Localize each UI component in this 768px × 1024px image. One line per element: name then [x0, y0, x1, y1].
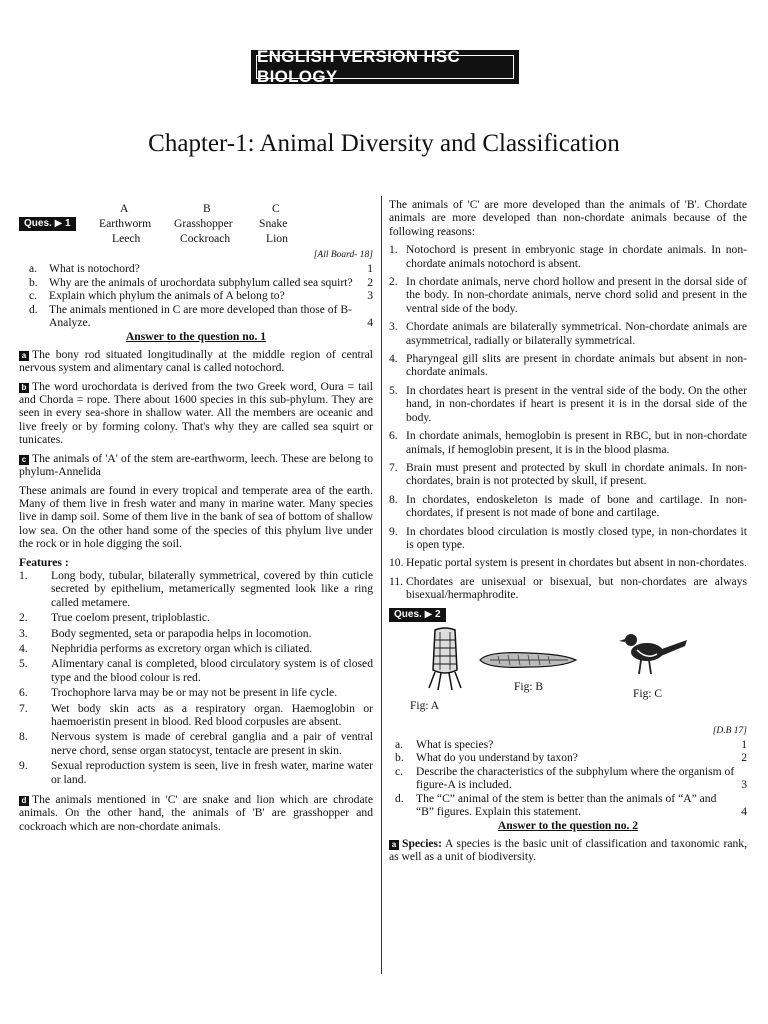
stem-col-c-header: C	[272, 202, 280, 215]
stem-col-a-header: A	[120, 202, 129, 215]
column-divider	[381, 196, 382, 974]
stem-col-b-header: B	[203, 202, 211, 215]
answer-1d-continued: The animals of 'C' are more developed than the animals of 'B'. Chordate animals are more developed than non-chordate animals because of the following reasons:	[389, 198, 747, 238]
answer-1a: a The bony rod situated longitudinally at the middle region of central nervous system and alimentary canal is called notochord.	[19, 347, 373, 375]
feature-item: 9. Sexual reproduction system is seen, live in fresh water, marine water or land.	[19, 759, 373, 786]
reasons-list	[389, 243, 747, 601]
answer-letter-a: a	[19, 351, 29, 361]
reason-item: 3. Chordate animals are bilaterally symmetrical. Non-chordate animals are asymmetrical, radially or bilaterally symmetrical.	[389, 320, 747, 347]
chapter-title: Chapter-1: Animal Diversity and Classification	[148, 130, 620, 157]
question-part: d. The animals mentioned in C are more developed than those of B-Analyze. 4	[29, 302, 373, 330]
reason-item: 4. Pharyngeal gill slits are present in chordate animals but absent in non-chordate animals.	[389, 352, 747, 379]
answer-letter-b: b	[19, 383, 29, 393]
answer-letter-d: d	[19, 796, 29, 806]
left-column	[19, 198, 373, 833]
tunicate-figure	[425, 626, 465, 692]
answer-letter-a: a	[389, 840, 399, 850]
stem-a-row2: Leech	[112, 232, 141, 245]
reason-item: 11. Chordates are unisexual or bisexual, but non-chordates are always bisexual/hermaphrodite.	[389, 574, 747, 602]
stem-b-row2: Cockroach	[180, 232, 231, 245]
feature-item: 4. Nephridia performs as excretory organ which is ciliated.	[19, 641, 313, 655]
question-part: c. Describe the characteristics of the subphylum where the organism of figure-A is included. 3	[395, 764, 747, 792]
stem-c-row1: Snake	[259, 217, 288, 230]
question-part: a. What is species? 1	[395, 737, 747, 751]
reason-item: 5. In chordates heart is present in the ventral side of the body. On the other hand, in non-chordates if heart is present it is in the dorsal side of the body.	[389, 383, 747, 424]
question-part: b. What do you understand by taxon? 2	[395, 751, 747, 765]
question-badge-2: Ques. ▶ 2	[389, 608, 446, 622]
reason-item: 7. Brain must present and protected by skull in chordate animals. In non-chordates, brain is not protected by skull, if present.	[389, 460, 747, 488]
question-badge-1: Ques. ▶ 1	[19, 217, 76, 231]
answer-1b: b The word urochordata is derived from the two Greek word, Oura = tail and Chorda = rope. There about 1600 species in this sub-phylum. They are seen in every sea-shore in shallow water. All the members are oceanic and live freely or by forming colony. That's why they are called sea squirt or tunicates.	[19, 379, 373, 447]
feature-item: 8. Nervous system is made of cerebral ganglia and a pair of ventral nerve chord, sense organ statocyst, tentacle are present in skin.	[19, 730, 373, 757]
features-list	[19, 569, 373, 786]
figure-a-label: Fig: A	[410, 699, 440, 712]
feature-item: 7. Wet body skin acts as a respiratory organ. Haemoglobin or haemoeristin present in blood. Red blood corpusles are absent.	[19, 701, 373, 728]
reason-item: 10. Hepatic portal system is present in chordates but absent in non-chordates.	[389, 556, 747, 570]
reason-item: 9. In chordates blood circulation is mostly closed type, in non-chordates it is open type.	[389, 524, 747, 551]
feature-item: 6. Trochophore larva may be or may not be present in life cycle.	[19, 686, 338, 700]
answer-letter-c: c	[19, 455, 29, 465]
figure-c-label: Fig: C	[633, 687, 663, 700]
stem-c-row2: Lion	[266, 232, 288, 245]
answer-1d: d The animals mentioned in 'C' are snake and lion which are chrodate animals. On the other hand, the animals of 'B' are grasshopper and cockroach which are non-chordate animals.	[19, 793, 373, 833]
answer-1c: c The animals of 'A' of the stem are-earthworm, leech. These are belong to phylum-Annelida	[19, 451, 373, 479]
question-part: c. Explain which phylum the animals of A belong to? 3	[29, 289, 373, 303]
banner-text: ENGLISH VERSION HSC BIOLOGY	[256, 55, 514, 79]
question-part: a. What is notochord? 1	[29, 262, 373, 276]
question-2-parts	[389, 738, 747, 818]
stem-b-row1: Grasshopper	[174, 217, 233, 230]
reason-item: 1. Notochord is present in embryonic stage in chordate animals. In non-chordate animals notochord is absent.	[389, 243, 747, 270]
stem-a-row1: Earthworm	[99, 217, 152, 230]
figures-row	[389, 626, 747, 724]
board-reference: [All Board- 18]	[313, 250, 373, 260]
reason-item: 6. In chordate animals, hemoglobin is present in RBC, but in non-chordate animals, if hemoglobin present, it is in the blood plasma.	[389, 429, 747, 456]
answer-heading-1: Answer to the question no. 1	[125, 330, 267, 344]
right-column	[389, 198, 747, 864]
answer-heading-2: Answer to the question no. 2	[497, 819, 639, 833]
feature-item: 3. Body segmented, seta or parapodia helps in locomotion.	[19, 626, 312, 640]
feature-item: 1. Long body, tubular, bilaterally symmetrical, covered by thin cuticle secreted by epithelium, metamerically segmented look like a ring called metamere.	[19, 568, 373, 609]
amphioxus-figure	[478, 648, 578, 672]
feature-item: 5. Alimentary canal is completed, blood circulatory system is of closed type and the blood colour is red.	[19, 657, 373, 684]
question-part: d. The “C” animal of the stem is better than the animals of “A” and “B” figures. Explain this statement. 4	[395, 791, 747, 818]
question-1-stem	[19, 198, 373, 248]
question-1-parts	[19, 262, 373, 329]
features-heading: Features :	[19, 555, 69, 569]
feature-item: 2. True coelom present, triploblastic.	[19, 611, 210, 625]
answer-2a: a Species: A species is the basic unit of classification and taxonomic rank, as well as a unit of biodiversity.	[389, 836, 747, 864]
question-part: b. Why are the animals of urochordata subphylum called sea squirt? 2	[29, 275, 373, 289]
board-reference-2: [D.B 17]	[712, 725, 747, 736]
book-banner	[251, 47, 519, 86]
figure-b-label: Fig: B	[514, 680, 544, 693]
answer-1c-paragraph: These animals are found in every tropical and temperate area of the earth. Many of them live in fresh water and many in marine water. Many species live in damp soil. Some of them live in the bank of sea of bottom of shallow low sea. On the other hand some of the species of this phylum live under the rock or in hole digging the soil.	[19, 483, 373, 551]
reason-item: 8. In chordates, endoskeleton is made of bone and cartilage. In non-chordates, if present is not made of bone and cartilage.	[389, 492, 747, 520]
bird-figure	[617, 626, 689, 682]
reason-item: 2. In chordate animals, nerve chord hollow and present in the dorsal side of the body. In non-chordate animals, nerve chord solid and present in the ventral side of the body.	[389, 275, 747, 315]
